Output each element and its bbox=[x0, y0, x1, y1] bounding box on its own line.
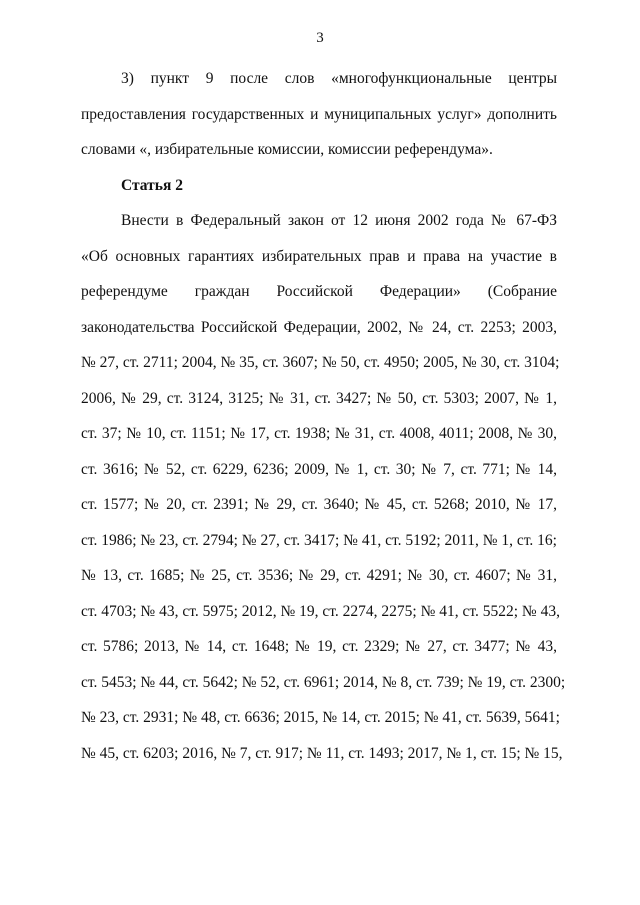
article-line-7: ст. 37; № 10, ст. 1151; № 17, ст. 1938; № 31, ст. 4008, 4011; 2008, № 30, bbox=[81, 425, 557, 442]
article-line-4: законодательства Российской Федерации, 2002, № 24, ст. 2253; 2003, bbox=[81, 318, 557, 336]
item-3-line-3: словами «, избирательные комиссии, комиссии референдума». bbox=[81, 141, 493, 158]
article-line-6: 2006, № 29, ст. 3124, 3125; № 31, ст. 3427; № 50, ст. 5303; 2007, № 1, bbox=[81, 389, 557, 407]
page-number: 3 bbox=[316, 30, 324, 46]
article-line-14: ст. 5453; № 44, ст. 5642; № 52, ст. 6961; 2014, № 8, ст. 739; № 19, ст. 2300; bbox=[81, 673, 566, 691]
article-heading: Статья 2 bbox=[121, 176, 183, 194]
article-line-5: № 27, ст. 2711; 2004, № 35, ст. 3607; № 50, ст. 4950; 2005, № 30, ст. 3104; bbox=[81, 354, 560, 371]
article-line-16: № 45, ст. 6203; 2016, № 7, ст. 917; № 11, ст. 1493; 2017, № 1, ст. 15; № 15, bbox=[81, 744, 563, 762]
article-line-13: ст. 5786; 2013, № 14, ст. 1648; № 19, ст. 2329; № 27, ст. 3477; № 43, bbox=[81, 638, 557, 655]
document-body bbox=[81, 66, 566, 776]
item-3-line-2: предоставления государственных и муниципальных услуг» дополнить bbox=[81, 105, 557, 123]
article-line-11: № 13, ст. 1685; № 25, ст. 3536; № 29, ст. 4291; № 30, ст. 4607; № 31, bbox=[81, 567, 557, 584]
article-line-1: Внести в Федеральный закон от 12 июня 2002 года № 67-ФЗ bbox=[121, 212, 557, 229]
article-line-3: референдуме граждан Российской Федерации» (Собрание bbox=[81, 283, 557, 300]
article-line-12: ст. 4703; № 43, ст. 5975; 2012, № 19, ст. 2274, 2275; № 41, ст. 5522; № 43, bbox=[81, 602, 560, 620]
article-line-15: № 23, ст. 2931; № 48, ст. 6636; 2015, № 14, ст. 2015; № 41, ст. 5639, 5641; bbox=[81, 709, 560, 726]
article-line-8: ст. 3616; № 52, ст. 6229, 6236; 2009, № 1, ст. 30; № 7, ст. 771; № 14, bbox=[81, 460, 557, 478]
article-line-9: ст. 1577; № 20, ст. 2391; № 29, ст. 3640; № 45, ст. 5268; 2010, № 17, bbox=[81, 496, 557, 513]
article-line-2: «Об основных гарантиях избирательных прав и права на участие в bbox=[81, 247, 557, 265]
item-3-line-1: 3) пункт 9 после слов «многофункциональные центры bbox=[121, 70, 557, 87]
article-line-10: ст. 1986; № 23, ст. 2794; № 27, ст. 3417; № 41, ст. 5192; 2011, № 1, ст. 16; bbox=[81, 531, 557, 549]
